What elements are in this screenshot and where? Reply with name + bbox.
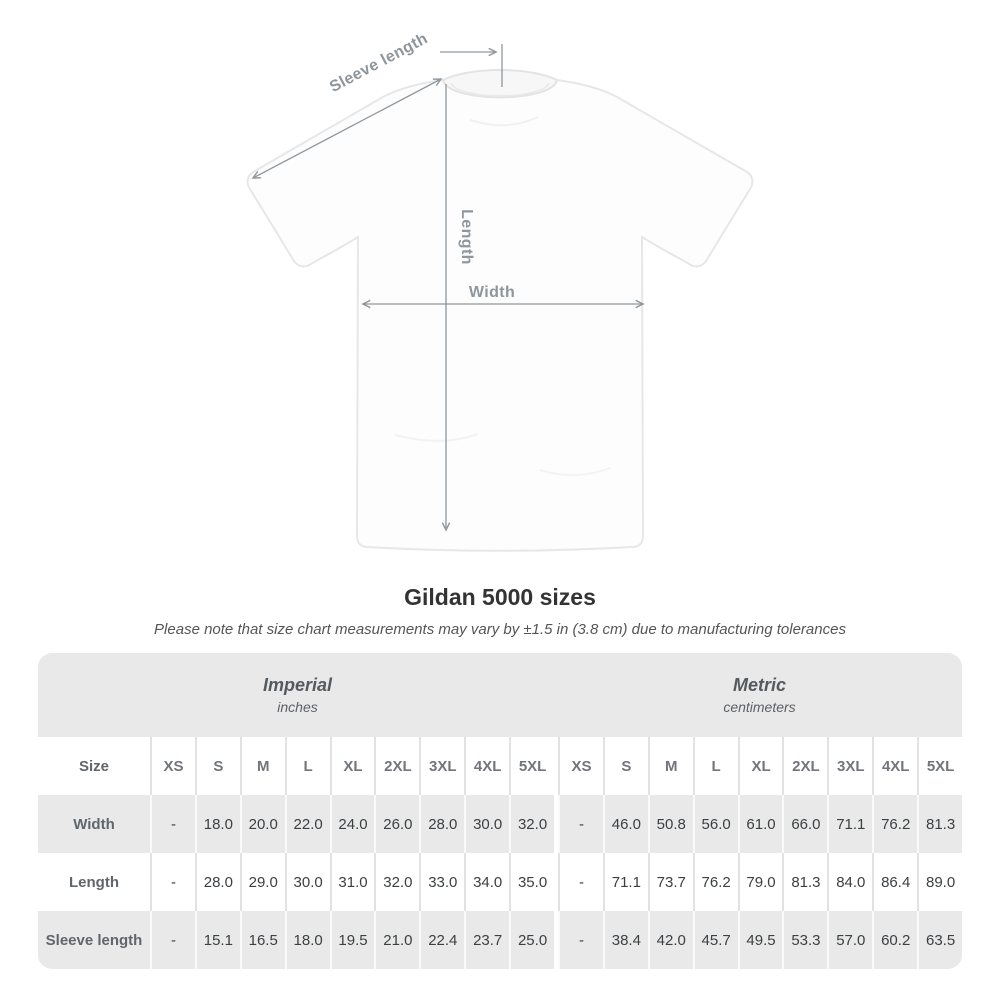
- tolerance-note: Please note that size chart measurements may vary by ±1.5 in (3.8 cm) due to manufacturing tolerances: [154, 621, 846, 638]
- unit-group-metric: [557, 653, 962, 737]
- unit-group-imperial: [38, 653, 557, 737]
- imperial-sleeve-length-3xl: 22.4: [419, 911, 464, 969]
- metric-sleeve-length-3xl: 57.0: [827, 911, 872, 969]
- imperial-length-xl: 31.0: [330, 853, 375, 911]
- imperial-heading: Imperial: [262, 675, 333, 695]
- size-header-imperial-s: S: [195, 737, 240, 795]
- size-header-metric-xl: XL: [738, 737, 783, 795]
- metric-width-xs: -: [558, 795, 603, 853]
- imperial-sleeve-length-m: 16.5: [240, 911, 285, 969]
- size-header-imperial-3xl: 3XL: [419, 737, 464, 795]
- imperial-sleeve-length-2xl: 21.0: [374, 911, 419, 969]
- imperial-sleeve-length-xs: -: [150, 911, 195, 969]
- page-title: Gildan 5000 sizes: [404, 584, 596, 610]
- size-header-imperial-5xl: 5XL: [509, 737, 554, 795]
- size-header-imperial-2xl: 2XL: [374, 737, 419, 795]
- imperial-length-l: 30.0: [285, 853, 330, 911]
- metric-length-4xl: 86.4: [872, 853, 917, 911]
- metric-sleeve-length-4xl: 60.2: [872, 911, 917, 969]
- imperial-unit: inches: [277, 699, 318, 715]
- size-header-metric-3xl: 3XL: [827, 737, 872, 795]
- imperial-length-xs: -: [150, 853, 195, 911]
- metric-length-2xl: 81.3: [782, 853, 827, 911]
- metric-heading: Metric: [732, 675, 786, 695]
- metric-sleeve-length-m: 42.0: [648, 911, 693, 969]
- imperial-width-xl: 24.0: [330, 795, 375, 853]
- metric-width-l: 56.0: [693, 795, 738, 853]
- collar: [443, 70, 557, 97]
- metric-width-xl: 61.0: [738, 795, 783, 853]
- metric-width-s: 46.0: [603, 795, 648, 853]
- size-header-metric-s: S: [603, 737, 648, 795]
- imperial-length-m: 29.0: [240, 853, 285, 911]
- row-label-sleeve-length: Sleeve length: [38, 911, 150, 969]
- imperial-sleeve-length-5xl: 25.0: [509, 911, 554, 969]
- table-row-sleeve-length: [38, 911, 962, 969]
- size-column-header: Size: [38, 737, 150, 795]
- table-row-length: [38, 853, 962, 911]
- imperial-width-s: 18.0: [195, 795, 240, 853]
- metric-length-m: 73.7: [648, 853, 693, 911]
- tshirt-illustration: [248, 70, 753, 551]
- metric-sleeve-length-xl: 49.5: [738, 911, 783, 969]
- size-header-imperial-l: L: [285, 737, 330, 795]
- imperial-length-3xl: 33.0: [419, 853, 464, 911]
- imperial-width-m: 20.0: [240, 795, 285, 853]
- metric-unit: centimeters: [723, 699, 796, 715]
- metric-sleeve-length-xs: -: [558, 911, 603, 969]
- size-header-imperial-4xl: 4XL: [464, 737, 509, 795]
- metric-length-xs: -: [558, 853, 603, 911]
- imperial-sleeve-length-l: 18.0: [285, 911, 330, 969]
- size-header-metric-5xl: 5XL: [917, 737, 962, 795]
- row-label-length: Length: [38, 853, 150, 911]
- table-body: [38, 795, 962, 969]
- metric-length-l: 76.2: [693, 853, 738, 911]
- size-header-metric-4xl: 4XL: [872, 737, 917, 795]
- metric-sleeve-length-2xl: 53.3: [782, 911, 827, 969]
- imperial-width-4xl: 30.0: [464, 795, 509, 853]
- metric-width-5xl: 81.3: [917, 795, 962, 853]
- imperial-length-5xl: 35.0: [509, 853, 554, 911]
- size-header-metric-2xl: 2XL: [782, 737, 827, 795]
- metric-length-3xl: 84.0: [827, 853, 872, 911]
- metric-length-s: 71.1: [603, 853, 648, 911]
- size-header-imperial-xl: XL: [330, 737, 375, 795]
- length-label: Length: [458, 209, 475, 265]
- metric-width-2xl: 66.0: [782, 795, 827, 853]
- metric-sleeve-length-5xl: 63.5: [917, 911, 962, 969]
- imperial-length-s: 28.0: [195, 853, 240, 911]
- imperial-sleeve-length-s: 15.1: [195, 911, 240, 969]
- size-header-metric-xs: XS: [558, 737, 603, 795]
- imperial-width-5xl: 32.0: [509, 795, 554, 853]
- imperial-length-4xl: 34.0: [464, 853, 509, 911]
- units-band: [38, 653, 962, 737]
- metric-width-4xl: 76.2: [872, 795, 917, 853]
- imperial-sleeve-length-4xl: 23.7: [464, 911, 509, 969]
- metric-sleeve-length-l: 45.7: [693, 911, 738, 969]
- metric-width-3xl: 71.1: [827, 795, 872, 853]
- imperial-length-2xl: 32.0: [374, 853, 419, 911]
- imperial-width-2xl: 26.0: [374, 795, 419, 853]
- metric-length-xl: 79.0: [738, 853, 783, 911]
- sleeve-length-label: Sleeve length: [327, 30, 431, 96]
- table-row-width: [38, 795, 962, 853]
- size-header-metric-m: M: [648, 737, 693, 795]
- metric-width-m: 50.8: [648, 795, 693, 853]
- size-header-imperial-m: M: [240, 737, 285, 795]
- metric-length-5xl: 89.0: [917, 853, 962, 911]
- size-table: [38, 653, 962, 969]
- size-header-row: [38, 737, 962, 795]
- imperial-width-l: 22.0: [285, 795, 330, 853]
- imperial-width-xs: -: [150, 795, 195, 853]
- imperial-width-3xl: 28.0: [419, 795, 464, 853]
- width-label: Width: [468, 284, 516, 301]
- metric-sleeve-length-s: 38.4: [603, 911, 648, 969]
- size-header-metric-l: L: [693, 737, 738, 795]
- row-label-width: Width: [38, 795, 150, 853]
- size-header-imperial-xs: XS: [150, 737, 195, 795]
- imperial-sleeve-length-xl: 19.5: [330, 911, 375, 969]
